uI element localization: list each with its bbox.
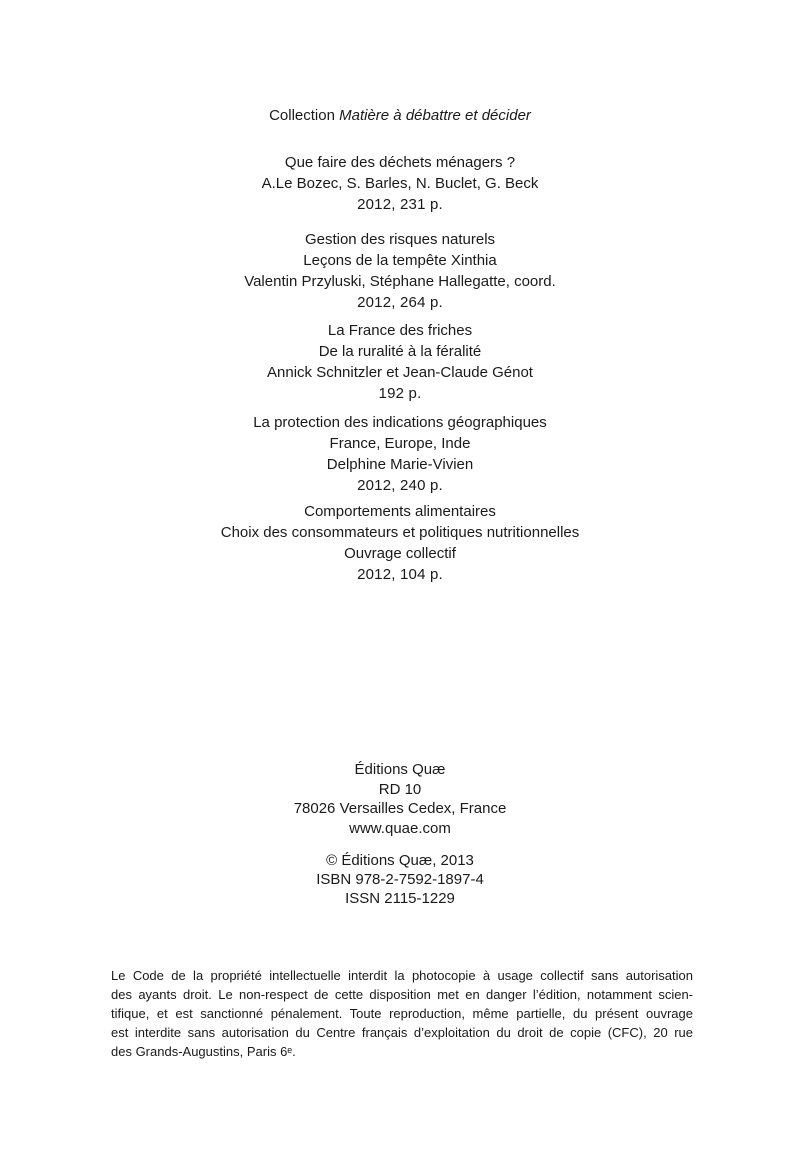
book-title: La protection des indications géographiques — [253, 414, 547, 431]
book-subtitle: Choix des consommateurs et politiques nutritionnelles — [220, 524, 580, 541]
book-subtitle: Leçons de la tempête Xinthia — [303, 252, 497, 269]
collection-title — [0, 106, 800, 126]
publisher-city: 78026 Versailles Cedex, France — [293, 800, 507, 817]
book-entry — [0, 229, 800, 313]
copyright-notice: © Éditions Quæ, 2013 — [326, 852, 474, 869]
copyright-block — [0, 851, 800, 908]
book-title: Gestion des risques naturels — [304, 231, 496, 248]
book-authors: Valentin Przyluski, Stéphane Hallegatte, coord. — [244, 273, 556, 290]
book-pages: 192 p. — [378, 385, 422, 402]
legal-notice-line: est interdite sans autorisation du Centre français d’exploitation du droit de copie (CFC), 20 rue — [111, 1025, 693, 1040]
book-subtitle: France, Europe, Inde — [329, 435, 471, 452]
collection-series-name: Matière à débattre et décider — [339, 107, 531, 124]
book-authors: Annick Schnitzler et Jean-Claude Génot — [267, 364, 533, 381]
book-pages: 2012, 231 p. — [357, 196, 443, 213]
book-pages: 2012, 264 p. — [357, 294, 443, 311]
book-authors: Ouvrage collectif — [344, 545, 456, 562]
legal-notice — [111, 966, 693, 1061]
book-authors: Delphine Marie-Vivien — [326, 456, 474, 473]
legal-notice-line: des ayants droit. Le non-respect de cette disposition met en danger l’édition, notamment scien- — [111, 987, 693, 1002]
legal-notice-line: tifique, et est sanctionné pénalement. Toute reproduction, même partielle, du présent ouvrage — [111, 1006, 693, 1021]
book-title: Que faire des déchets ménagers ? — [284, 154, 516, 171]
book-entry — [0, 152, 800, 215]
publisher-address — [0, 760, 800, 838]
book-pages: 2012, 104 p. — [357, 566, 443, 583]
legal-notice-line: des Grands-Augustins, Paris 6ᵉ. — [111, 1044, 296, 1059]
collection-prefix: Collection — [269, 107, 335, 124]
book-title: La France des friches — [327, 322, 473, 339]
publisher-name: Éditions Quæ — [354, 761, 446, 778]
book-title: Comportements alimentaires — [304, 503, 496, 520]
book-subtitle: De la ruralité à la féralité — [318, 343, 482, 360]
book-entry — [0, 501, 800, 585]
publisher-road: RD 10 — [378, 780, 422, 798]
book-pages: 2012, 240 p. — [357, 477, 443, 494]
book-entry — [0, 320, 800, 404]
legal-notice-line: Le Code de la propriété intellectuelle interdit la photocopie à usage collectif sans autorisation — [111, 968, 693, 983]
publisher-website: www.quae.com — [349, 819, 451, 837]
isbn: ISBN 978-2-7592-1897-4 — [316, 871, 484, 888]
issn: ISSN 2115-1229 — [345, 890, 455, 907]
book-entry — [0, 412, 800, 496]
book-authors: A.Le Bozec, S. Barles, N. Buclet, G. Beck — [261, 175, 539, 192]
